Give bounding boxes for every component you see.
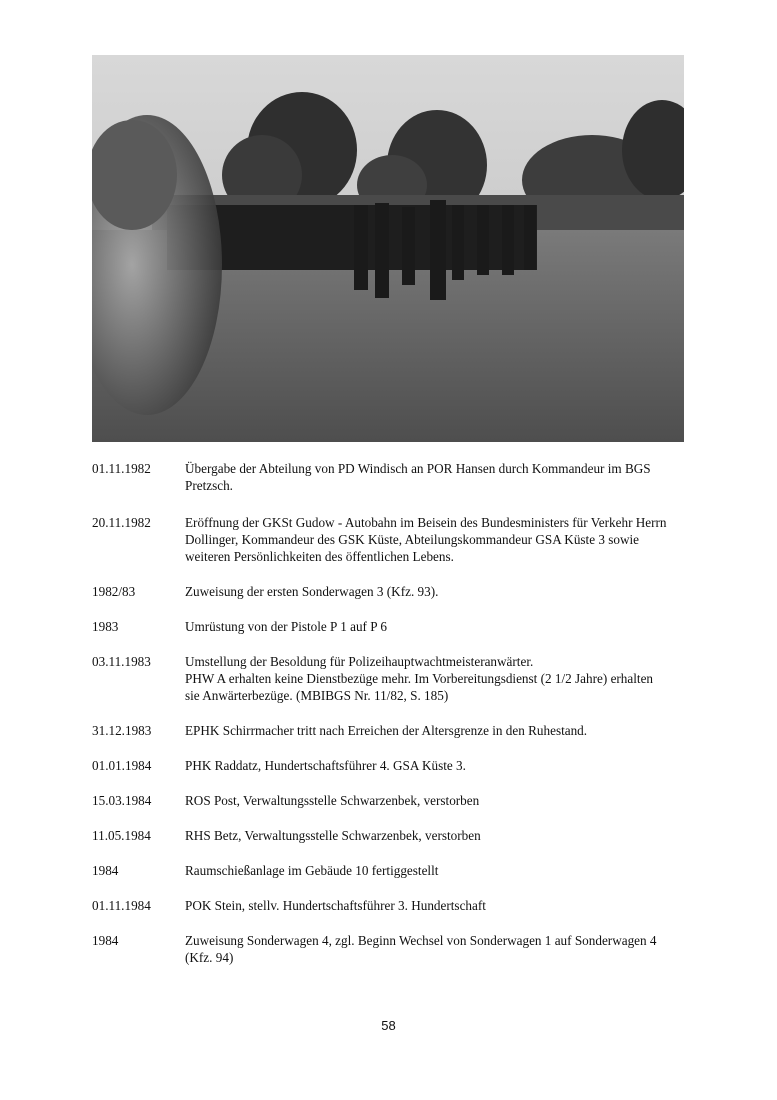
entry-date: 01.01.1984: [92, 758, 152, 773]
entry-line: PHW A erhalten keine Dienstbezüge mehr. Im Vorbereitungsdienst (2 1/2 Jahre) erhalten: [185, 671, 654, 686]
entry-date: 1984: [92, 933, 119, 948]
entry-text: [185, 862, 692, 879]
chronology-entry: [92, 514, 692, 565]
chronology-entry: [92, 932, 692, 966]
chronology-entry: [92, 897, 692, 914]
chronology-entry: [92, 722, 692, 739]
entry-text: [185, 514, 692, 565]
entry-line: Umrüstung von der Pistole P 1 auf P 6: [185, 619, 387, 634]
chronology-entry: [92, 792, 692, 809]
entry-date: 01.11.1982: [92, 461, 151, 476]
entry-date: 1984: [92, 863, 119, 878]
entry-line: POK Stein, stellv. Hundertschaftsführer 3. Hundertschaft: [185, 898, 486, 913]
entry-line: Eröffnung der GKSt Gudow - Autobahn im Beisein des Bundesministers für Verkehr Herrn: [185, 515, 667, 530]
entry-line: Zuweisung Sonderwagen 4, zgl. Beginn Wechsel von Sonderwagen 1 auf Sonderwagen 4: [185, 933, 657, 948]
entry-line: EPHK Schirrmacher tritt nach Erreichen der Altersgrenze in den Ruhestand.: [185, 723, 588, 738]
entry-text: [185, 792, 692, 809]
entry-line: RHS Betz, Verwaltungsstelle Schwarzenbek, verstorben: [185, 828, 481, 843]
entry-text: [185, 722, 692, 739]
photo-parade-ground: [92, 55, 684, 442]
entry-date: 1982/83: [92, 584, 136, 599]
entry-text: [185, 932, 692, 966]
chronology-list: [92, 460, 692, 966]
entry-text: [185, 897, 692, 914]
entry-line: Dollinger, Kommandeur des GSK Küste, Abteilungskommandeur GSA Küste 3 sowie: [185, 532, 640, 547]
entry-line: ROS Post, Verwaltungsstelle Schwarzenbek, verstorben: [185, 793, 480, 808]
entry-date: 03.11.1983: [92, 654, 151, 669]
entry-date: 31.12.1983: [92, 723, 152, 738]
chronology-entry: [92, 618, 692, 635]
entry-line: Pretzsch.: [185, 478, 233, 493]
entry-line: sie Anwärterbezüge. (MBIBGS Nr. 11/82, S. 185): [185, 688, 449, 703]
entry-line: weiteren Persönlichkeiten des öffentlichen Lebens.: [185, 549, 454, 564]
entry-line: PHK Raddatz, Hundertschaftsführer 4. GSA Küste 3.: [185, 758, 466, 773]
entry-date: 1983: [92, 619, 119, 634]
entry-text: [185, 827, 692, 844]
chronology-entry: [92, 827, 692, 844]
chronology-entry: [92, 583, 692, 600]
chronology-entry: [92, 653, 692, 704]
entry-date: 11.05.1984: [92, 828, 151, 843]
entry-text: [185, 653, 692, 704]
chronology-entry: [92, 862, 692, 879]
entry-date: 20.11.1982: [92, 515, 151, 530]
chronology-entry: [92, 460, 692, 494]
page-number: 58: [381, 1018, 396, 1033]
entry-date: 15.03.1984: [92, 793, 152, 808]
entry-line: (Kfz. 94): [185, 950, 234, 965]
entry-date: 01.11.1984: [92, 898, 151, 913]
entry-text: [185, 618, 692, 635]
entry-text: [185, 757, 692, 774]
entry-line: Übergabe der Abteilung von PD Windisch an POR Hansen durch Kommandeur im BGS: [185, 461, 651, 476]
entry-line: Raumschießanlage im Gebäude 10 fertiggestellt: [185, 863, 439, 878]
historical-photo: [92, 55, 684, 442]
entry-text: [185, 583, 692, 600]
chronology-entry: [92, 757, 692, 774]
entry-line: Zuweisung der ersten Sonderwagen 3 (Kfz. 93).: [185, 584, 439, 599]
entry-line: Umstellung der Besoldung für Polizeihauptwachtmeisteranwärter.: [185, 654, 534, 669]
entry-text: [185, 460, 692, 494]
